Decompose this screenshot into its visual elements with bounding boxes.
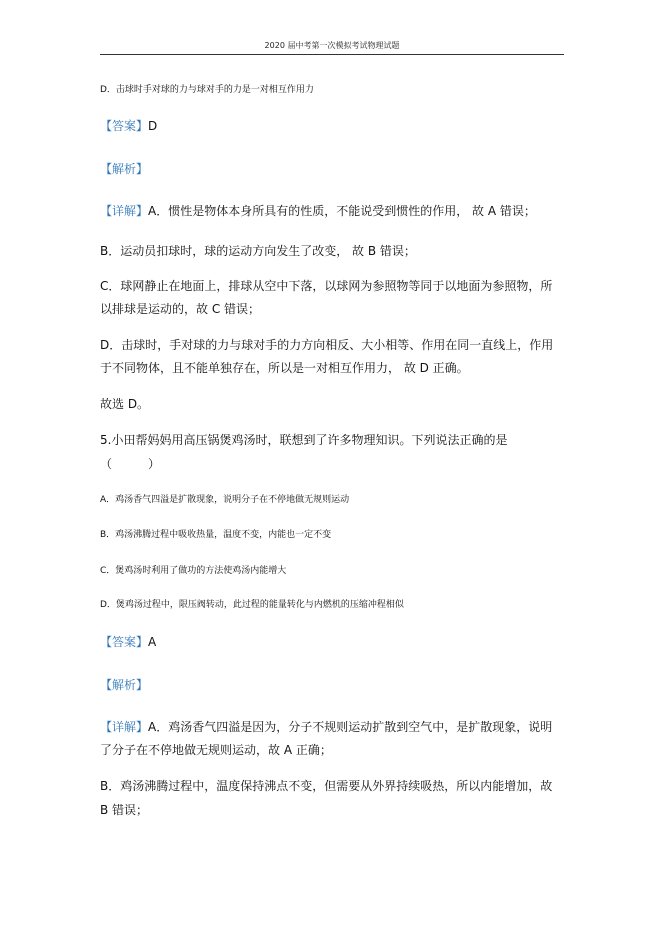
answer-q4 [100,118,157,134]
detail-q4-c-line2: 以排球是运动的，故 C 错误； [100,302,261,316]
detail-q5-a-line1 [100,719,552,735]
question-5-stem: 5.小田帮妈妈用高压锅煲鸡汤时，联想到了许多物理知识。下列说法正确的是 [100,433,508,447]
detail-tag: 【详解】 [100,204,149,218]
detail-q4-d-line1: D．击球时，手对球的力与球对手的力方向相反、大小相等、作用在同一直线上，作用 [100,338,554,352]
analysis-tag-q4: 【解析】 [100,162,149,176]
option-b-q5: B．鸡汤沸腾过程中吸收热量，温度不变，内能也一定不变 [100,530,332,540]
answer-tag: 【答案】 [100,635,149,649]
detail-q4-c-line1: C．球网静止在地面上，排球从空中下落，以球网为参照物等同于以地面为参照物，所 [100,279,553,293]
answer-tag: 【答案】 [100,119,149,133]
detail-text: A．鸡汤香气四溢是因为，分子不规则运动扩散到空气中，是扩散现象，说明 [148,720,553,734]
answer-value: D [148,119,158,133]
detail-tag: 【详解】 [100,720,149,734]
option-d-q5: D．煲鸡汤过程中，限压阀转动，此过程的能量转化与内燃机的压缩冲程相似 [100,600,404,610]
detail-q5-b-line1: B．鸡汤沸腾过程中，温度保持沸点不变，但需要从外界持续吸热，所以内能增加，故 [100,779,553,793]
detail-q5-a-line2: 了分子在不停地做无规则运动，故 A 正确； [100,743,332,757]
analysis-tag-q5: 【解析】 [100,678,149,692]
option-d-q4: D．击球时手对球的力与球对手的力是一对相互作用力 [100,85,314,95]
detail-q4-b: B．运动员扣球时，球的运动方向发生了改变， 故 B 错误； [100,244,416,258]
detail-q5-b-line2: B 错误； [100,803,149,817]
option-c-q5: C．煲鸡汤时利用了做功的方法使鸡汤内能增大 [100,566,287,576]
detail-q4-d-line2: 于不同物体，且不能单独存在，所以是一对相互作用力， 故 D 正确。 [100,361,469,375]
header-title: 2020 届中考第一次模拟考试物理试题 [264,41,400,50]
detail-text: A．惯性是物体本身所具有的性质，不能说受到惯性的作用， 故 A 错误； [148,204,536,218]
question-5-blank: （ ） [100,457,161,471]
answer-q5 [100,634,156,650]
header-rule [100,54,564,55]
answer-value: A [148,635,157,649]
option-a-q5: A．鸡汤香气四溢是扩散现象，说明分子在不停地做无规则运动 [100,495,350,505]
detail-q4-a [100,203,536,219]
conclusion-q4: 故选 D。 [100,397,150,411]
